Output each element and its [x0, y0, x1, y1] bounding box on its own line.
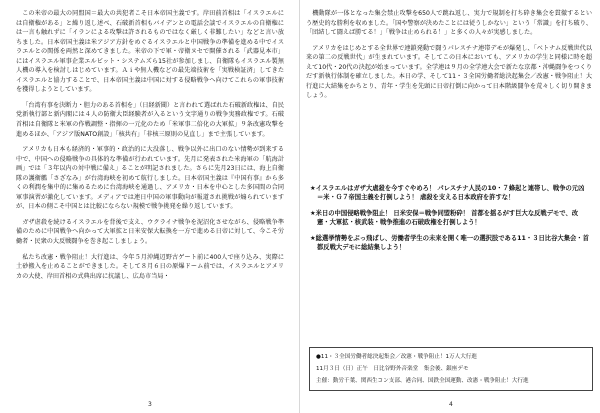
right-paragraph-2: アメリカをはじめとする全世界で連鎖発動で闘うパレスチナ連帯デモが爆発し、「ベトナム反戦世代以来の第二の反戦世代」が生まれています。そしてこの日本においても、アメリカの学生と同様に時を超えて10代・20代の決起が始まっています。全学連は９月の全学連大会で新たな京都・沖縄闘争をつくりだす新執行体制を確立しました。本日の学、そして11・３全国労働者総決起集会／改憲・戦争阻止！大行進に大結集をかちとり、青年・学生を先頭に日帝打倒に向かって日本階級闘争を荒々しく切り開きましょう。: [306, 44, 592, 100]
event-title: ●11・３全国労働者総決起集会／改憲・戦争阻止！1万人大行進: [316, 354, 477, 360]
slogan-item: ★米日の中国侵略戦争阻止！ 日米安保＝戦争同盟粉砕！ 首都を揺るがす巨大な反戦デモで、改憲・大軍拡・核武装・戦争推進の石破政権を打倒しよう！: [310, 209, 579, 227]
page-number-left: 3: [148, 401, 152, 408]
right-body-text: [306, 9, 592, 101]
left-paragraph-3: アメリカも日本も経済的・軍事的・政治的に大没落し、戦争以外に出口のない情勢が到来する中で、中国への侵略戦争の具体的な準備が行われています。先月に発表された米海軍の「航海計画」では「３年以内の対中戦に備え」ることが明記されました。さらに先月23日には、海上自衛隊の護衛艦「さざなみ」が台湾海峡を初めて航行しました。日本帝国主義は『中国有事』から多くの利潤を集中的に集めるために台湾海峡を通過し、アメリカ・日本を中心とした多国間の合同軍事演習が激化しています。メディアでは連日中国の軍事動向が報道され挑戦が煽られていますが、日本の側こそ中国とは比較にならない規模で戦争挑発を繰り返しています。: [16, 146, 284, 211]
slogan-item: ★総選挙情勢をぶっ飛ばし、労働者学生の未来を開く唯一の選択肢である11・３日比谷大集会・首都反戦大デモに総結集しよう！: [310, 234, 589, 252]
slogan-item: ★イスラエルはガザ大虐殺を今すぐやめろ！ パレスチナ人民の10・７蜂起と連帯し、戦争の元凶＝米・Ｇ７帝国主義を打倒しよう！ 虐殺を支える日本政府を許すな！: [310, 185, 585, 202]
page-number-right: 4: [449, 401, 453, 408]
left-paragraph-2: 「台湾有事を決断力・胆力のある首相を」（日経新聞）と言われて選ばれた石破新政権は、自民党新執行部と新内閣には４人の防衛大臣経験者が入るという文字通りの戦争実務政権です。石破首相は自衛隊と米軍の作戦調整・指揮の一元化のため「米軍事二倍化の大軍拡」９条改憲攻撃を進めるほか、「アジア版NATO創設」「核共有」「非核三原則の見直し」まで主張しています。: [16, 101, 284, 138]
slogan-list: [310, 184, 590, 258]
left-paragraph-5: 私たち改憲・戦争阻止！大行進は、今年５月沖縄辺野古ゲート前に400人で座り込み、実際に土砂搬入を止めることができました。そして８月６日の原爆ドーム前では、イスラエルとアメリカの大使、岸田首相の式典出席に抗議し、広島市当局・: [16, 253, 284, 280]
event-datetime: 11月３日（日）正午 日比谷野外音楽堂 集会後、銀座デモ: [316, 366, 469, 372]
left-body-text: [16, 9, 284, 281]
left-paragraph-4: ガザ虐殺を続けるイスラエルを背後で支え、ウクライナ戦争を泥沼化させながら、侵略戦争準備のために中国戦争へ向かって大軍拡と日米安保大転換を一方で進める日帝に対して、今こそ労働者・民衆の大反戦闘争を巻き起こしましょう。: [16, 218, 284, 246]
left-paragraph-1: この米帝の最大の同盟国＝最大の共犯者こそ日本帝国主義です。岸田前首相は「イスラエルには自衛権がある」と繰り返し述べ、石破新首相もバイデンとの電話会談でイスラエルの自衛権には一言も触れずに「イランによる攻撃は許されるものではなく厳しく非難したい」などと言い放ちました。日本帝国主義は米アジア方針をめぐるイスラエルと中国戦争の準備を進める中でイスラエルとの関係を両然と深めてきました。米帝の下で軍・帝衛ヌセで開催される「武器見本市」にはイスラエル軍事企業エルビット・システムズら15社が参加しまし、自衛隊もイスラエル製無人機の導入を検討しはじめています。Ａｉや無人機などの最先端技術を「実戦検証済」してきたイスラエルと協力することで、日本帝国主義は中国に対する侵略戦争へ向けてこれらの軍事技術を獲得しようとしています。: [16, 10, 284, 94]
event-organizers: 主催：動労千葉、関西生コン支部、港合同、国鉄全国運動、改憲・戦争阻止！大行進: [316, 378, 529, 384]
event-info-box: [309, 347, 593, 391]
page-right: [300, 0, 600, 413]
right-paragraph-1: 機動隊が一体となった集会禁止攻撃を650人で跳ね返し、実力で規制を打ち砕き集会を貫徹するという歴史的な勝利を収めました。「国や警察が決めたことには従うしかない」という「常識」を打ち破り、「団結して闘えば勝てる！」「戦争は止められる！」と多くの人々が実感しました。: [306, 10, 592, 37]
